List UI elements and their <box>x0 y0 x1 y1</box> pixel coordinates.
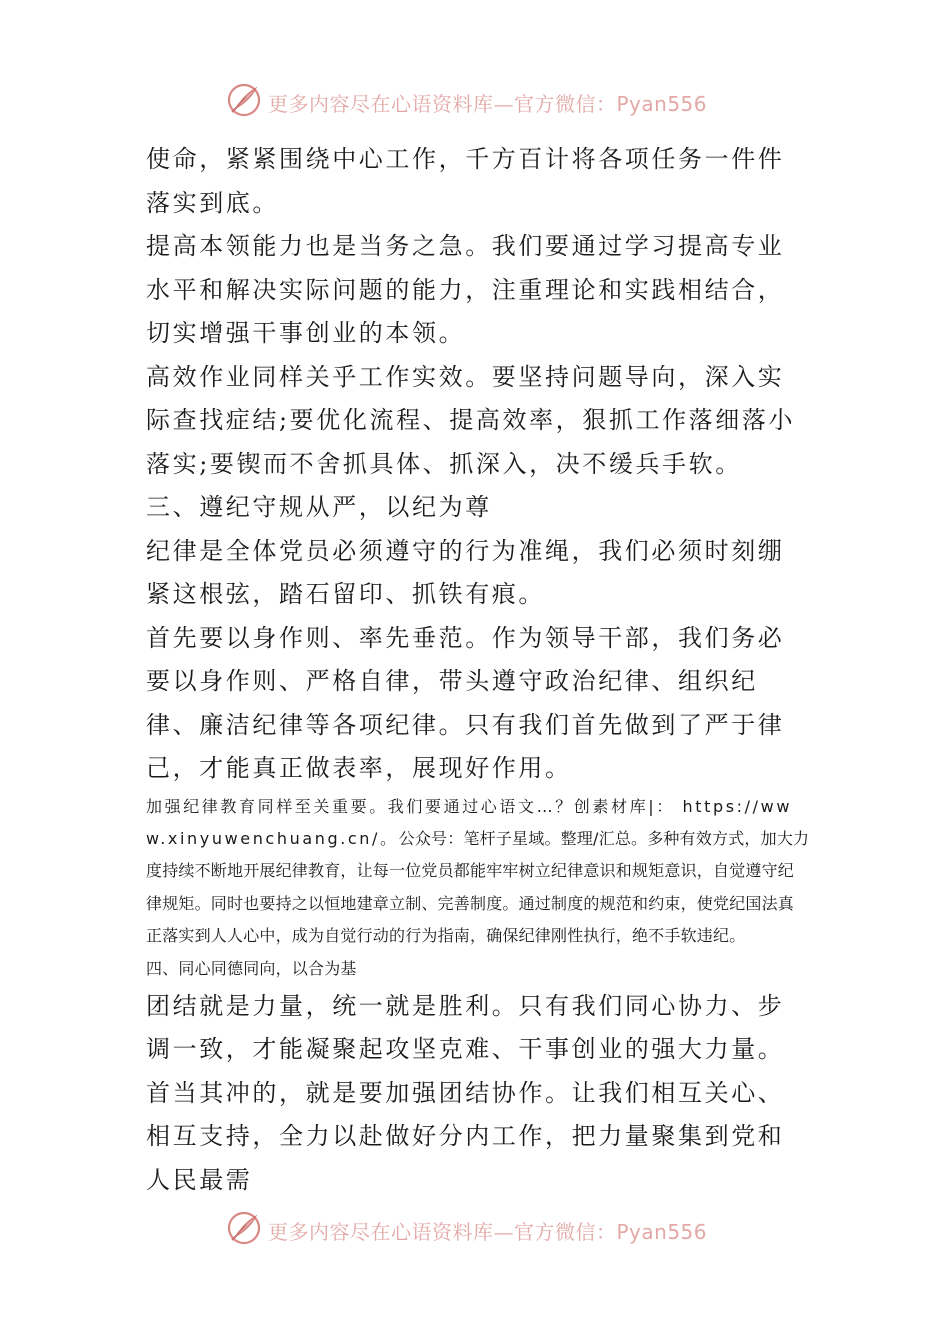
watermark-text: 更多内容尽在心语资料库—官方微信： <box>268 92 617 116</box>
quill-logo-icon <box>226 1210 262 1246</box>
paragraph-ability: 提高本领能力也是当务之急。我们要通过学习提高专业水平和解决实际问题的能力，注重理论和实践相结合，切实增强干事创业的本领。 <box>146 232 785 347</box>
section-heading-3: 三、遵纪守规从严，以纪为尊 <box>146 493 492 521</box>
watermark-wechat-id: Pyan556 <box>616 1220 708 1244</box>
footer-watermark <box>0 1206 950 1254</box>
watermark-text: 更多内容尽在心语资料库—官方微信： <box>268 1220 617 1244</box>
paragraph-example: 首先要以身作则、率先垂范。作为领导干部，我们务必要以身作则、严格自律，带头遵守政治纪律、组织纪律、廉洁纪律等各项纪律。只有我们首先做到了严于律己，才能真正做表率，展现好作用。 <box>146 623 785 782</box>
paragraph-unity: 团结就是力量，统一就是胜利。只有我们同心协力、步调一致，才能凝聚起攻坚克难、干事创业的强大力量。 <box>146 991 785 1064</box>
section-heading-4: 四、同心同德同向，以合为基 <box>146 958 357 978</box>
paragraph-education <box>146 791 810 953</box>
paragraph-education-lead: 加强纪律教育同样至关重要。我们要通过心语文…？创素材库|： https://www.xinyuwenchuang.cn/。 <box>146 796 793 848</box>
paragraph-cooperation: 首当其冲的，就是要加强团结协作。让我们相互关心、相互支持，全力以赴做好分内工作，把力量聚集到党和人民最需 <box>146 1078 785 1194</box>
paragraph-mission: 使命，紧紧围绕中心工作，千方百计将各项任务一件件落实到底。 <box>146 145 785 217</box>
paragraph-efficiency: 高效作业同样关乎工作实效。要坚持问题导向，深入实际查找症结;要优化流程、提高效率，狠抓工作落细落小落实;要锲而不舍抓具体、抓深入，决不缓兵手软。 <box>146 362 796 478</box>
quill-logo-icon <box>226 82 262 118</box>
document-body <box>146 138 810 1202</box>
paragraph-education-rest: 公众号：笔杆子星域。整理/汇总。多种有效方式，加大力度持续不断地开展纪律教育，让每一位党员都能牢牢树立纪律意识和规矩意识，自觉遵守纪律规矩。同时也要持之以恒地建章立制、完善制度。通过制度的规范和约束，使党纪国法真正落实到人人心中，成为自觉行动的行为指南，确保纪律刚性执行，绝不手软违纪。 <box>146 828 810 946</box>
header-watermark <box>0 78 950 126</box>
paragraph-discipline: 纪律是全体党员必须遵守的行为准绳，我们必须时刻绷紧这根弦，踏石留印、抓铁有痕。 <box>146 536 785 608</box>
watermark-wechat-id: Pyan556 <box>616 92 708 116</box>
